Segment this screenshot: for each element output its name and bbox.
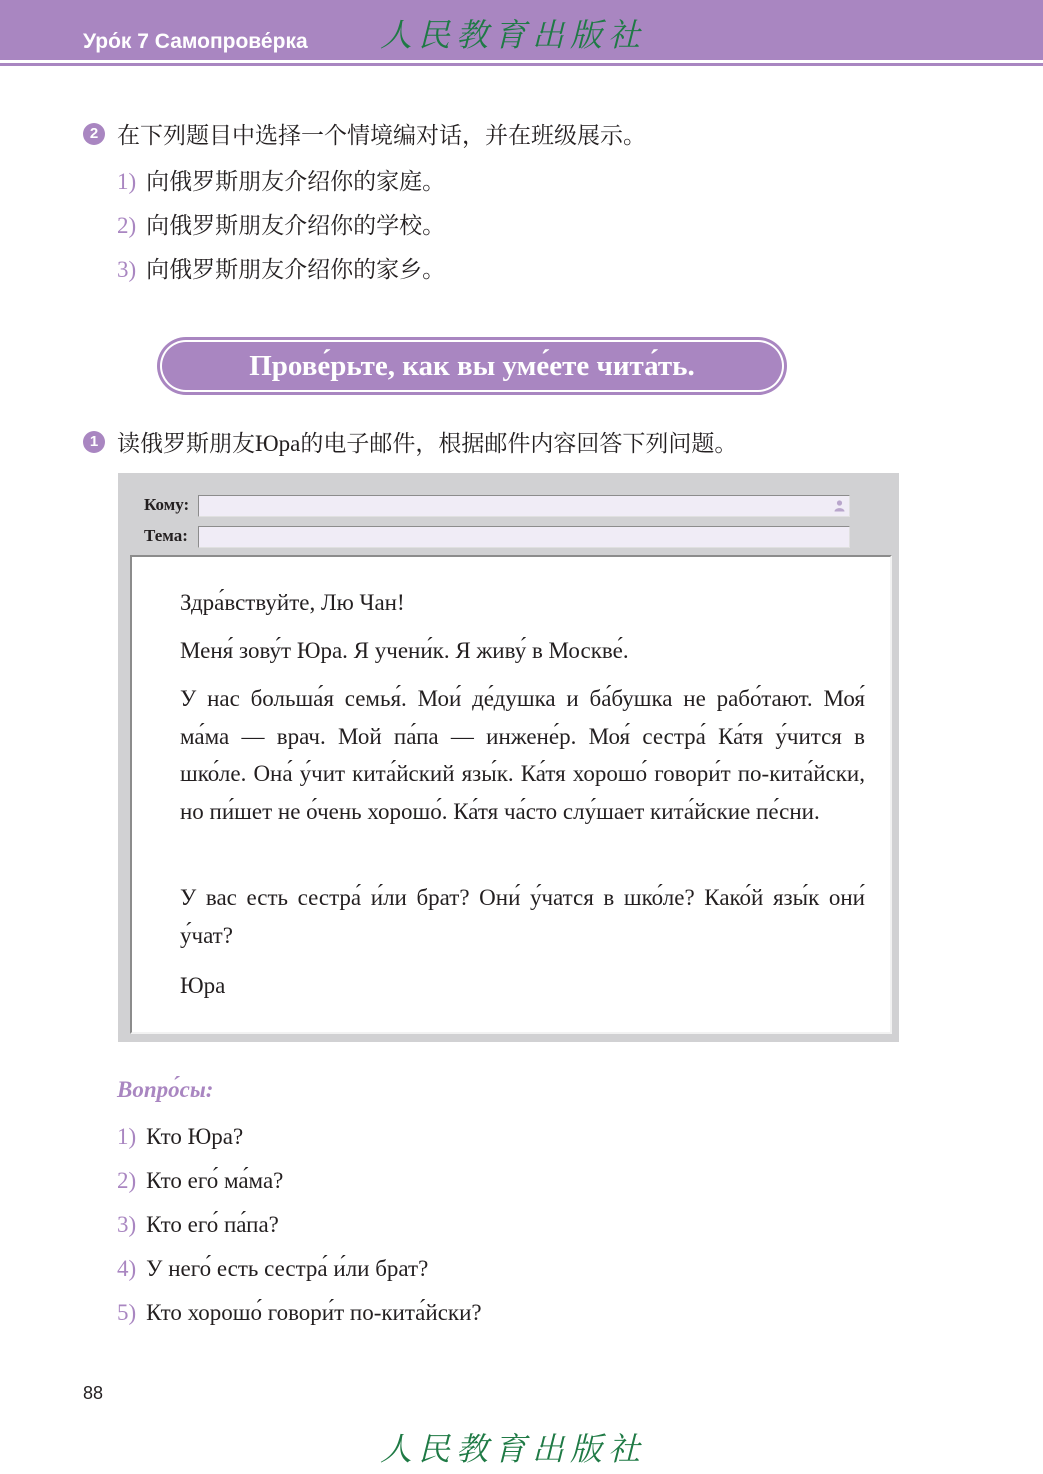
questions-heading: Вопро́сы: bbox=[117, 1077, 214, 1102]
task-instruction: 在下列题目中选择一个情境编对话，并在班级展示。 bbox=[117, 123, 646, 148]
header-title: Уро́к 7 Самопрове́рка bbox=[83, 30, 308, 53]
email-signature: Юра bbox=[180, 973, 226, 998]
publisher-logo-top: 人民教育出版社 bbox=[380, 16, 647, 54]
section-title: Прове́рьте, как вы уме́ете чита́ть. bbox=[160, 340, 784, 392]
question-item: 3) Кто его́ па́па? bbox=[117, 1212, 279, 1237]
question-item: 5) Кто хорошо́ говори́т по-кита́йски? bbox=[117, 1300, 482, 1325]
email-body bbox=[130, 555, 892, 1034]
email-paragraph: Меня́ зову́т Юра. Я учени́к. Я живу́ в Москве́. bbox=[180, 638, 629, 663]
list-item: 2) 向俄罗斯朋友介绍你的学校。 bbox=[117, 213, 446, 238]
email-subject-field[interactable] bbox=[198, 526, 850, 548]
email-to-field[interactable] bbox=[198, 495, 850, 517]
task-2 bbox=[83, 117, 646, 150]
task-instruction: 读俄罗斯朋友Юра的电子邮件，根据邮件内容回答下列问题。 bbox=[117, 431, 738, 456]
email-greeting: Здра́вствуйте, Лю Чан! bbox=[180, 590, 405, 615]
task-number-badge: 2 bbox=[83, 123, 105, 145]
question-item: 2) Кто его́ ма́ма? bbox=[117, 1168, 284, 1193]
question-item: 1) Кто Юра? bbox=[117, 1124, 244, 1149]
header-divider bbox=[0, 63, 1043, 66]
list-item: 3) 向俄罗斯朋友介绍你的家乡。 bbox=[117, 257, 446, 282]
publisher-logo-bottom: 人民教育出版社 bbox=[380, 1430, 647, 1468]
email-subject-label: Тема: bbox=[144, 526, 188, 545]
list-item: 1) 向俄罗斯朋友介绍你的家庭。 bbox=[117, 169, 446, 194]
email-paragraph: У нас больша́я семья́. Мои́ де́душка и ба́бушка не рабо́тают. Моя́ ма́ма — врач. Мой па́па — инжене́р. Моя́ сестра́ Ка́тя у́чится в шко́ле. Она́ у́чит кита́йский язы́к. Ка́тя хорошо́ говори́т по-кита́йски, но пи́шет не о́чень хорошо́. Ка́тя ча́сто слу́шает кита́йские пе́сни. bbox=[180, 686, 865, 824]
email-to-label: Кому: bbox=[144, 495, 190, 514]
contact-icon[interactable] bbox=[833, 499, 846, 512]
task-number-badge: 1 bbox=[83, 431, 105, 453]
email-window bbox=[118, 473, 899, 1042]
task-1 bbox=[83, 425, 737, 458]
question-item: 4) У него́ есть сестра́ и́ли брат? bbox=[117, 1256, 429, 1281]
page-number: 88 bbox=[83, 1383, 104, 1403]
email-paragraph: У вас есть сестра́ и́ли брат? Они́ у́чатся в шко́ле? Како́й язы́к они́ у́чат? bbox=[180, 885, 865, 948]
